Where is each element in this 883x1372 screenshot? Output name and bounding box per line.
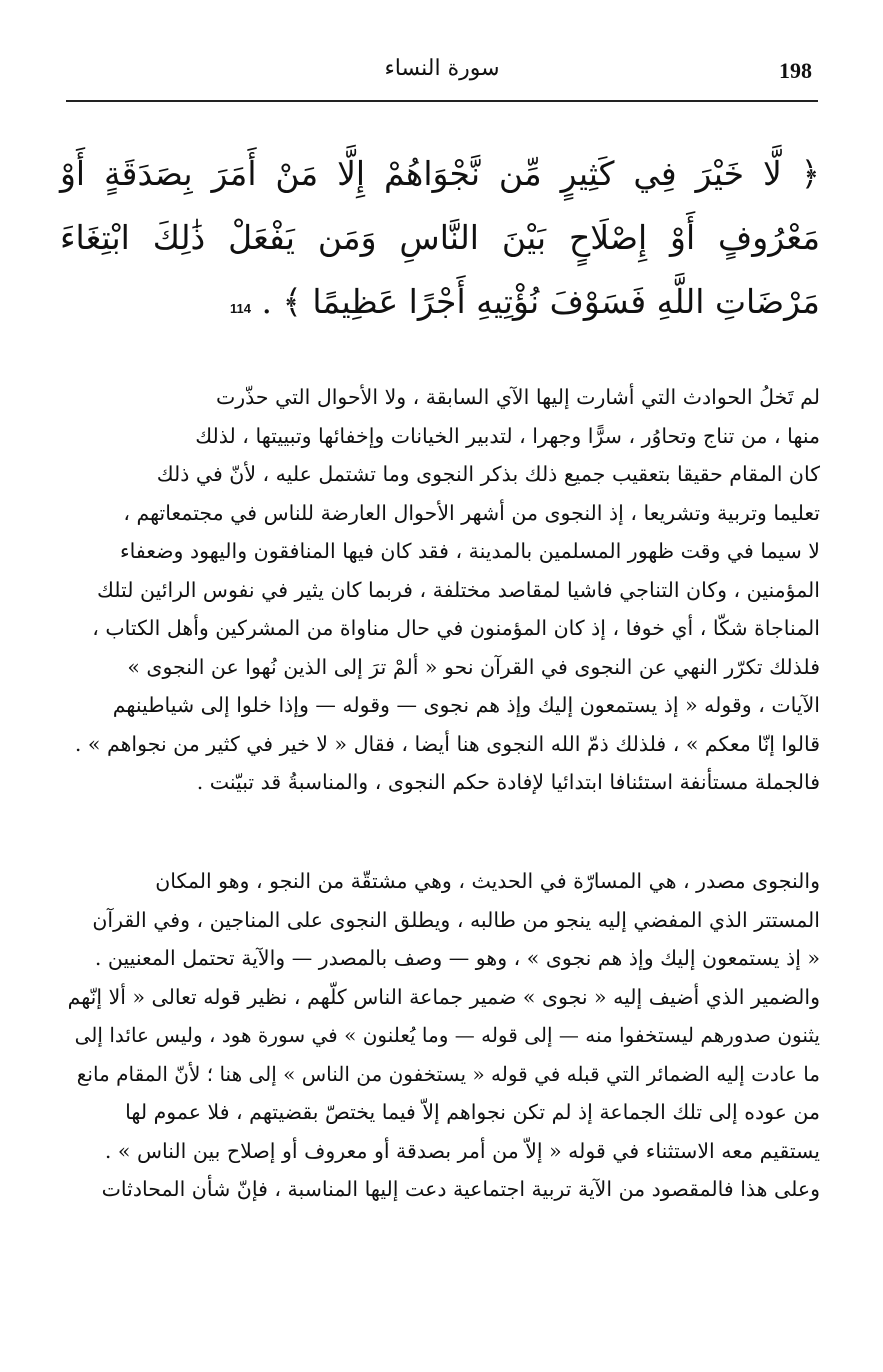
text-line: قالوا إنّا معكم » ، فلذلك ذمّ الله النجوى هنا أيضا ، فقال « لا خير في كثير من نجواهم » . [74, 731, 820, 756]
quran-verse [60, 142, 820, 341]
text-line: لم تَخلُ الحوادث التي أشارت إليها الآي السابقة ، ولا الأحوال التي حذّرت [215, 385, 820, 409]
text-line: تعليما وتربية وتشريعا ، إذ النجوى من أشهر الأحوال العارضة للناس في مجتمعاتهم ، [123, 500, 820, 525]
text-line: يثنون صدورهم ليستخفوا منه — إلى قوله — وما يُعلنون » في سورة هود ، وليس عائدا إلى [74, 1023, 820, 1047]
text-line: المستتر الذي المفضي إليه ينجو من طالبه ، ويطلق النجوى على المناجين ، وفي القرآن [92, 907, 820, 932]
text-line: « إذ يستمعون إليك وإذ هم نجوى » ، وهو — وصف بالمصدر — والآية تحتمل المعنيين . [94, 946, 820, 970]
text-line: المؤمنين ، وكان التناجي فاشيا لمقاصد مختلفة ، فربما كان يثير في نفوس الرائين لتلك [96, 577, 820, 602]
text-line: والضمير الذي أضيف إليه « نجوى » ضمير جماعة الناس كلّهم ، نظير قوله تعالى « ألا إنّهم [67, 984, 820, 1009]
text-line: فلذلك تكرّر النهي عن النجوى في القرآن نحو « ألمْ ترَ إلى الذين نُهوا عن النجوى » [127, 654, 820, 679]
page-number: 198 [779, 58, 812, 83]
commentary-paragraph-2 [60, 862, 820, 1209]
verse-number: 114 [230, 301, 252, 316]
text-line: الآيات ، وقوله « إذ يستمعون إليك وإذ هم نجوى — وقوله — وإذا خلوا إلى شياطينهم [112, 693, 820, 717]
surah-title: سورة النساء [384, 56, 500, 81]
text-line: كان المقام حقيقا بتعقيب جميع ذلك بذكر النجوى وما تشتمل عليه ، لأنّ في ذلك [156, 462, 820, 486]
page-header [66, 56, 818, 102]
text-line: المناجاة شكّا ، أي خوفا ، إذ كان المؤمنون في حال مناواة من المشركين وأهل الكتاب ، [92, 616, 820, 640]
commentary-paragraph-1 [60, 378, 820, 802]
text-line: فالجملة مستأنفة استئنافا ابتدائيا لإفادة حكم النجوى ، والمناسبةُ قد تبيّنت . [196, 770, 820, 794]
text-line: منها ، من تناج وتحاوُر ، سرًّا وجهرا ، لتدبير الخيانات وإخفائها وتبييتها ، لذلك [195, 423, 820, 448]
verse-text: ﴿ لَّا خَيْرَ فِي كَثِيرٍ مِّن نَّجْوَاهُمْ إِلَّا مَنْ أَمَرَ بِصَدَقَةٍ أَوْ مَعْرُوفٍ أَوْ إِصْلَاحٍ بَيْنَ النَّاسِ وَمَن يَفْعَلْ ذَٰلِكَ ابْتِغَاءَ مَرْضَاتِ اللَّهِ فَسَوْفَ نُؤْتِيهِ أَجْرًا عَظِيمًا ﴾ . [60, 154, 820, 321]
text-line: من عوده إلى تلك الجماعة إذ لم تكن نجواهم إلاّ فيما يختصّ بقضيتهم ، فلا عموم لها [125, 1100, 820, 1124]
text-line: والنجوى مصدر ، هي المسارّة في الحديث ، وهي مشتقّة من النجو ، وهو المكان [155, 869, 820, 893]
text-line: لا سيما في وقت ظهور المسلمين بالمدينة ، فقد كان فيها المنافقون واليهود وضعفاء [119, 539, 820, 563]
text-line: ما عادت إليه الضمائر التي قبله في قوله « يستخفون من الناس » إلى هنا ؛ لأنّ المقام مانع [76, 1061, 820, 1086]
text-line: يستقيم معه الاستثناء في قوله « إلاّ من أمر بصدقة أو معروف أو إصلاح بين الناس » . [104, 1138, 820, 1163]
text-line: وعلى هذا فالمقصود من الآية تربية اجتماعية دعت إليها المناسبة ، فإنّ شأن المحادثات [101, 1177, 820, 1201]
